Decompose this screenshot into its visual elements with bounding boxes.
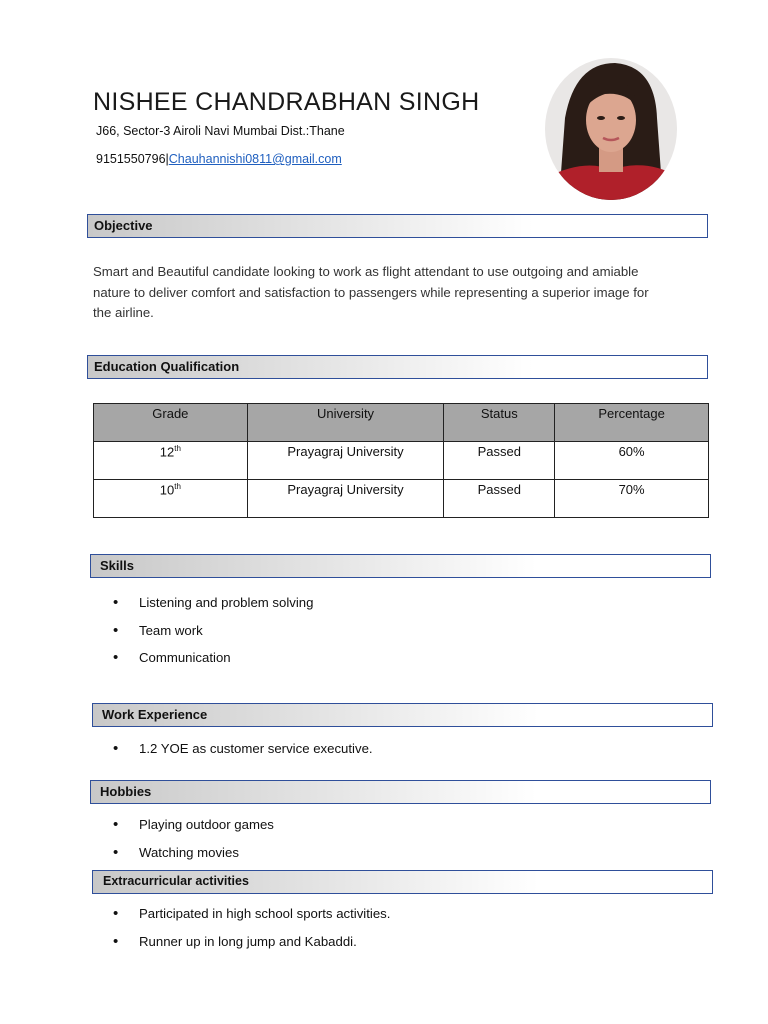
hobbies-list <box>113 817 274 872</box>
section-objective: Objective <box>87 214 708 238</box>
section-work-experience: Work Experience <box>92 703 713 727</box>
list-item: • Runner up in long jump and Kabaddi. <box>113 934 390 962</box>
section-extracurricular: Extracurricular activities <box>92 870 713 894</box>
list-item: • Playing outdoor games <box>113 817 274 845</box>
status-cell: Passed <box>444 480 555 518</box>
column-header: Grade <box>94 404 248 442</box>
address: J66, Sector-3 Airoli Navi Mumbai Dist.:Thane <box>96 124 345 138</box>
university-cell: Prayagraj University <box>247 480 444 518</box>
phone-number: 9151550796 <box>96 152 166 166</box>
percentage-cell: 60% <box>555 442 709 480</box>
table-row <box>94 442 709 480</box>
work-list <box>113 741 373 769</box>
contact-line <box>96 152 342 166</box>
list-item: • Watching movies <box>113 845 274 873</box>
candidate-name: NISHEE CHANDRABHAN SINGH <box>93 88 480 116</box>
skills-list <box>113 595 313 678</box>
education-table <box>93 403 709 518</box>
section-skills: Skills <box>90 554 711 578</box>
column-header: Percentage <box>555 404 709 442</box>
list-item: • Participated in high school sports activities. <box>113 906 390 934</box>
extracurricular-list <box>113 906 390 961</box>
section-education: Education Qualification <box>87 355 708 379</box>
list-item: • Team work <box>113 623 313 651</box>
grade-cell: 10th <box>94 480 248 518</box>
section-hobbies: Hobbies <box>90 780 711 804</box>
contact-separator: | <box>165 152 169 166</box>
percentage-cell: 70% <box>555 480 709 518</box>
list-item: • Communication <box>113 650 313 678</box>
column-header: University <box>247 404 444 442</box>
email-link[interactable]: Chauhannishi0811@gmail.com <box>168 152 342 166</box>
university-cell: Prayagraj University <box>247 442 444 480</box>
status-cell: Passed <box>444 442 555 480</box>
objective-text: Smart and Beautiful candidate looking to work as flight attendant to use outgoing and amiable nature to deliver comfort and satisfaction to passengers while representing a superior image for the airline. <box>93 264 649 320</box>
table-row <box>94 480 709 518</box>
table-header-row <box>94 404 709 442</box>
list-item: • 1.2 YOE as customer service executive. <box>113 741 373 769</box>
profile-photo <box>545 58 677 200</box>
grade-cell: 12th <box>94 442 248 480</box>
list-item: • Listening and problem solving <box>113 595 313 623</box>
column-header: Status <box>444 404 555 442</box>
